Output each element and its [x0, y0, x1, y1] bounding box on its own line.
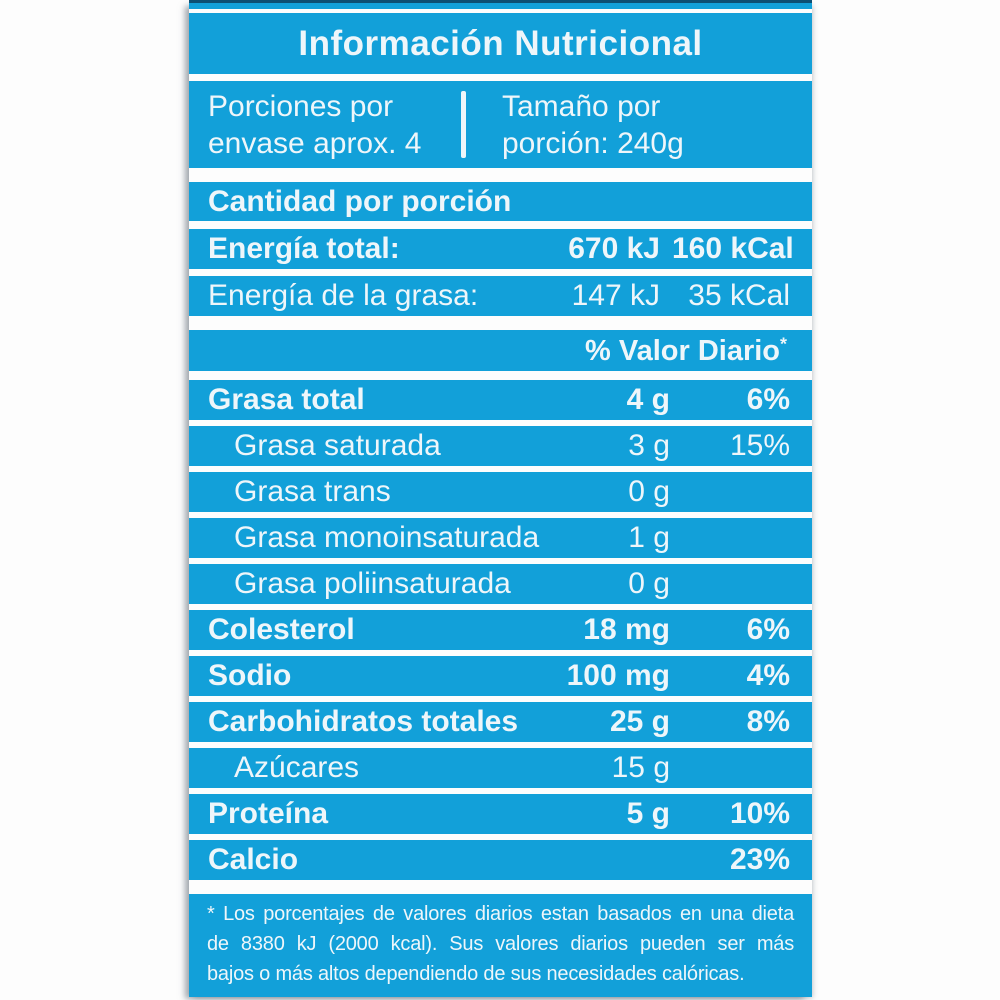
servings-per-container	[189, 81, 461, 168]
nutrient-rows-group	[189, 380, 812, 880]
footnote-line-3: bajos o más altos dependiendo de sus necesidades calóricas.	[207, 963, 745, 985]
energy-value	[568, 229, 794, 269]
nutrient-amount: 0 g	[628, 475, 670, 508]
nutrient-row-colesterol	[189, 610, 812, 650]
energy-kcal: 35 kCal	[688, 279, 790, 312]
nutrient-label: Grasa monoinsaturada	[234, 521, 540, 554]
serving-info-block	[189, 81, 812, 168]
nutrient-row-sodio	[189, 656, 812, 696]
nutrient-label: Grasa total	[208, 383, 365, 416]
nutrient-amount: 5 g	[626, 797, 670, 830]
nutrient-amount: 15 g	[611, 751, 670, 784]
nutrient-amount: 18 mg	[583, 613, 670, 646]
nutrient-daily-value: 6%	[746, 613, 790, 646]
energy-row-energia-total	[189, 229, 812, 269]
nutrient-amount: 25 g	[609, 705, 670, 738]
energy-row-energia-de-la-grasa	[189, 276, 812, 316]
nutrient-row-grasa-monoinsaturada	[189, 518, 812, 558]
daily-value-asterisk: *	[780, 333, 787, 354]
nutrient-row-grasa-poliinsaturada	[189, 564, 812, 604]
serving-size	[466, 81, 684, 168]
energy-label: Energía de la grasa:	[208, 279, 479, 312]
amount-per-serving-header: Cantidad por porción	[189, 182, 812, 221]
nutrient-amount: 0 g	[628, 567, 670, 600]
nutrient-amount: 3 g	[628, 429, 670, 462]
nutrient-label: Grasa trans	[234, 475, 391, 508]
nutrient-row-proteina	[189, 794, 812, 834]
energy-rows-group	[189, 229, 812, 316]
nutrient-label: Grasa saturada	[234, 429, 441, 462]
energy-kj: 670 kJ	[568, 232, 660, 265]
footnote-line-1: * Los porcentajes de valores diarios estan basados en una dieta	[207, 903, 794, 925]
nutrient-row-grasa-saturada	[189, 426, 812, 466]
energy-kcal: 160 kCal	[672, 232, 794, 265]
daily-value-header-text: % Valor Diario	[584, 335, 780, 367]
nutrient-daily-value: 10%	[729, 797, 790, 830]
serving-size-line-2: porción: 240g	[502, 126, 684, 160]
nutrient-label: Calcio	[208, 843, 299, 876]
nutrient-amount: 4 g	[626, 383, 670, 416]
nutrient-row-grasa-total	[189, 380, 812, 420]
nutrition-label	[189, 0, 812, 997]
servings-line-1: Porciones por	[208, 89, 394, 123]
label-title: Información Nutricional	[189, 13, 812, 74]
daily-value-header	[189, 330, 812, 371]
energy-label: Energía total:	[208, 232, 400, 265]
nutrient-daily-value: 15%	[729, 429, 790, 462]
nutrient-daily-value: 4%	[746, 659, 790, 692]
nutrient-label: Proteína	[208, 797, 329, 830]
nutrient-label: Grasa poliinsaturada	[234, 567, 511, 600]
servings-line-2: envase aprox. 4	[208, 126, 422, 160]
serving-size-line-1: Tamaño por	[502, 89, 661, 123]
nutrient-daily-value: 8%	[746, 705, 790, 738]
energy-value	[568, 276, 790, 316]
energy-kj: 147 kJ	[571, 279, 660, 312]
nutrient-daily-value: 6%	[746, 383, 790, 416]
nutrient-daily-value: 23%	[729, 843, 790, 876]
footnote-line-2: de 8380 kJ (2000 kcal). Sus valores diarios pueden ser más	[207, 933, 794, 955]
nutrient-row-grasa-trans	[189, 472, 812, 512]
nutrient-amount: 1 g	[628, 521, 670, 554]
nutrient-label: Azúcares	[234, 751, 360, 784]
nutrient-row-calcio	[189, 840, 812, 880]
footnote	[189, 894, 812, 997]
nutrient-row-azucares	[189, 748, 812, 788]
nutrient-label: Carbohidratos totales	[208, 705, 519, 738]
nutrient-amount: 100 mg	[566, 659, 670, 692]
nutrient-row-carbohidratos-totales	[189, 702, 812, 742]
label-top-strip	[189, 0, 812, 9]
nutrient-label: Sodio	[208, 659, 292, 692]
nutrient-label: Colesterol	[208, 613, 355, 646]
